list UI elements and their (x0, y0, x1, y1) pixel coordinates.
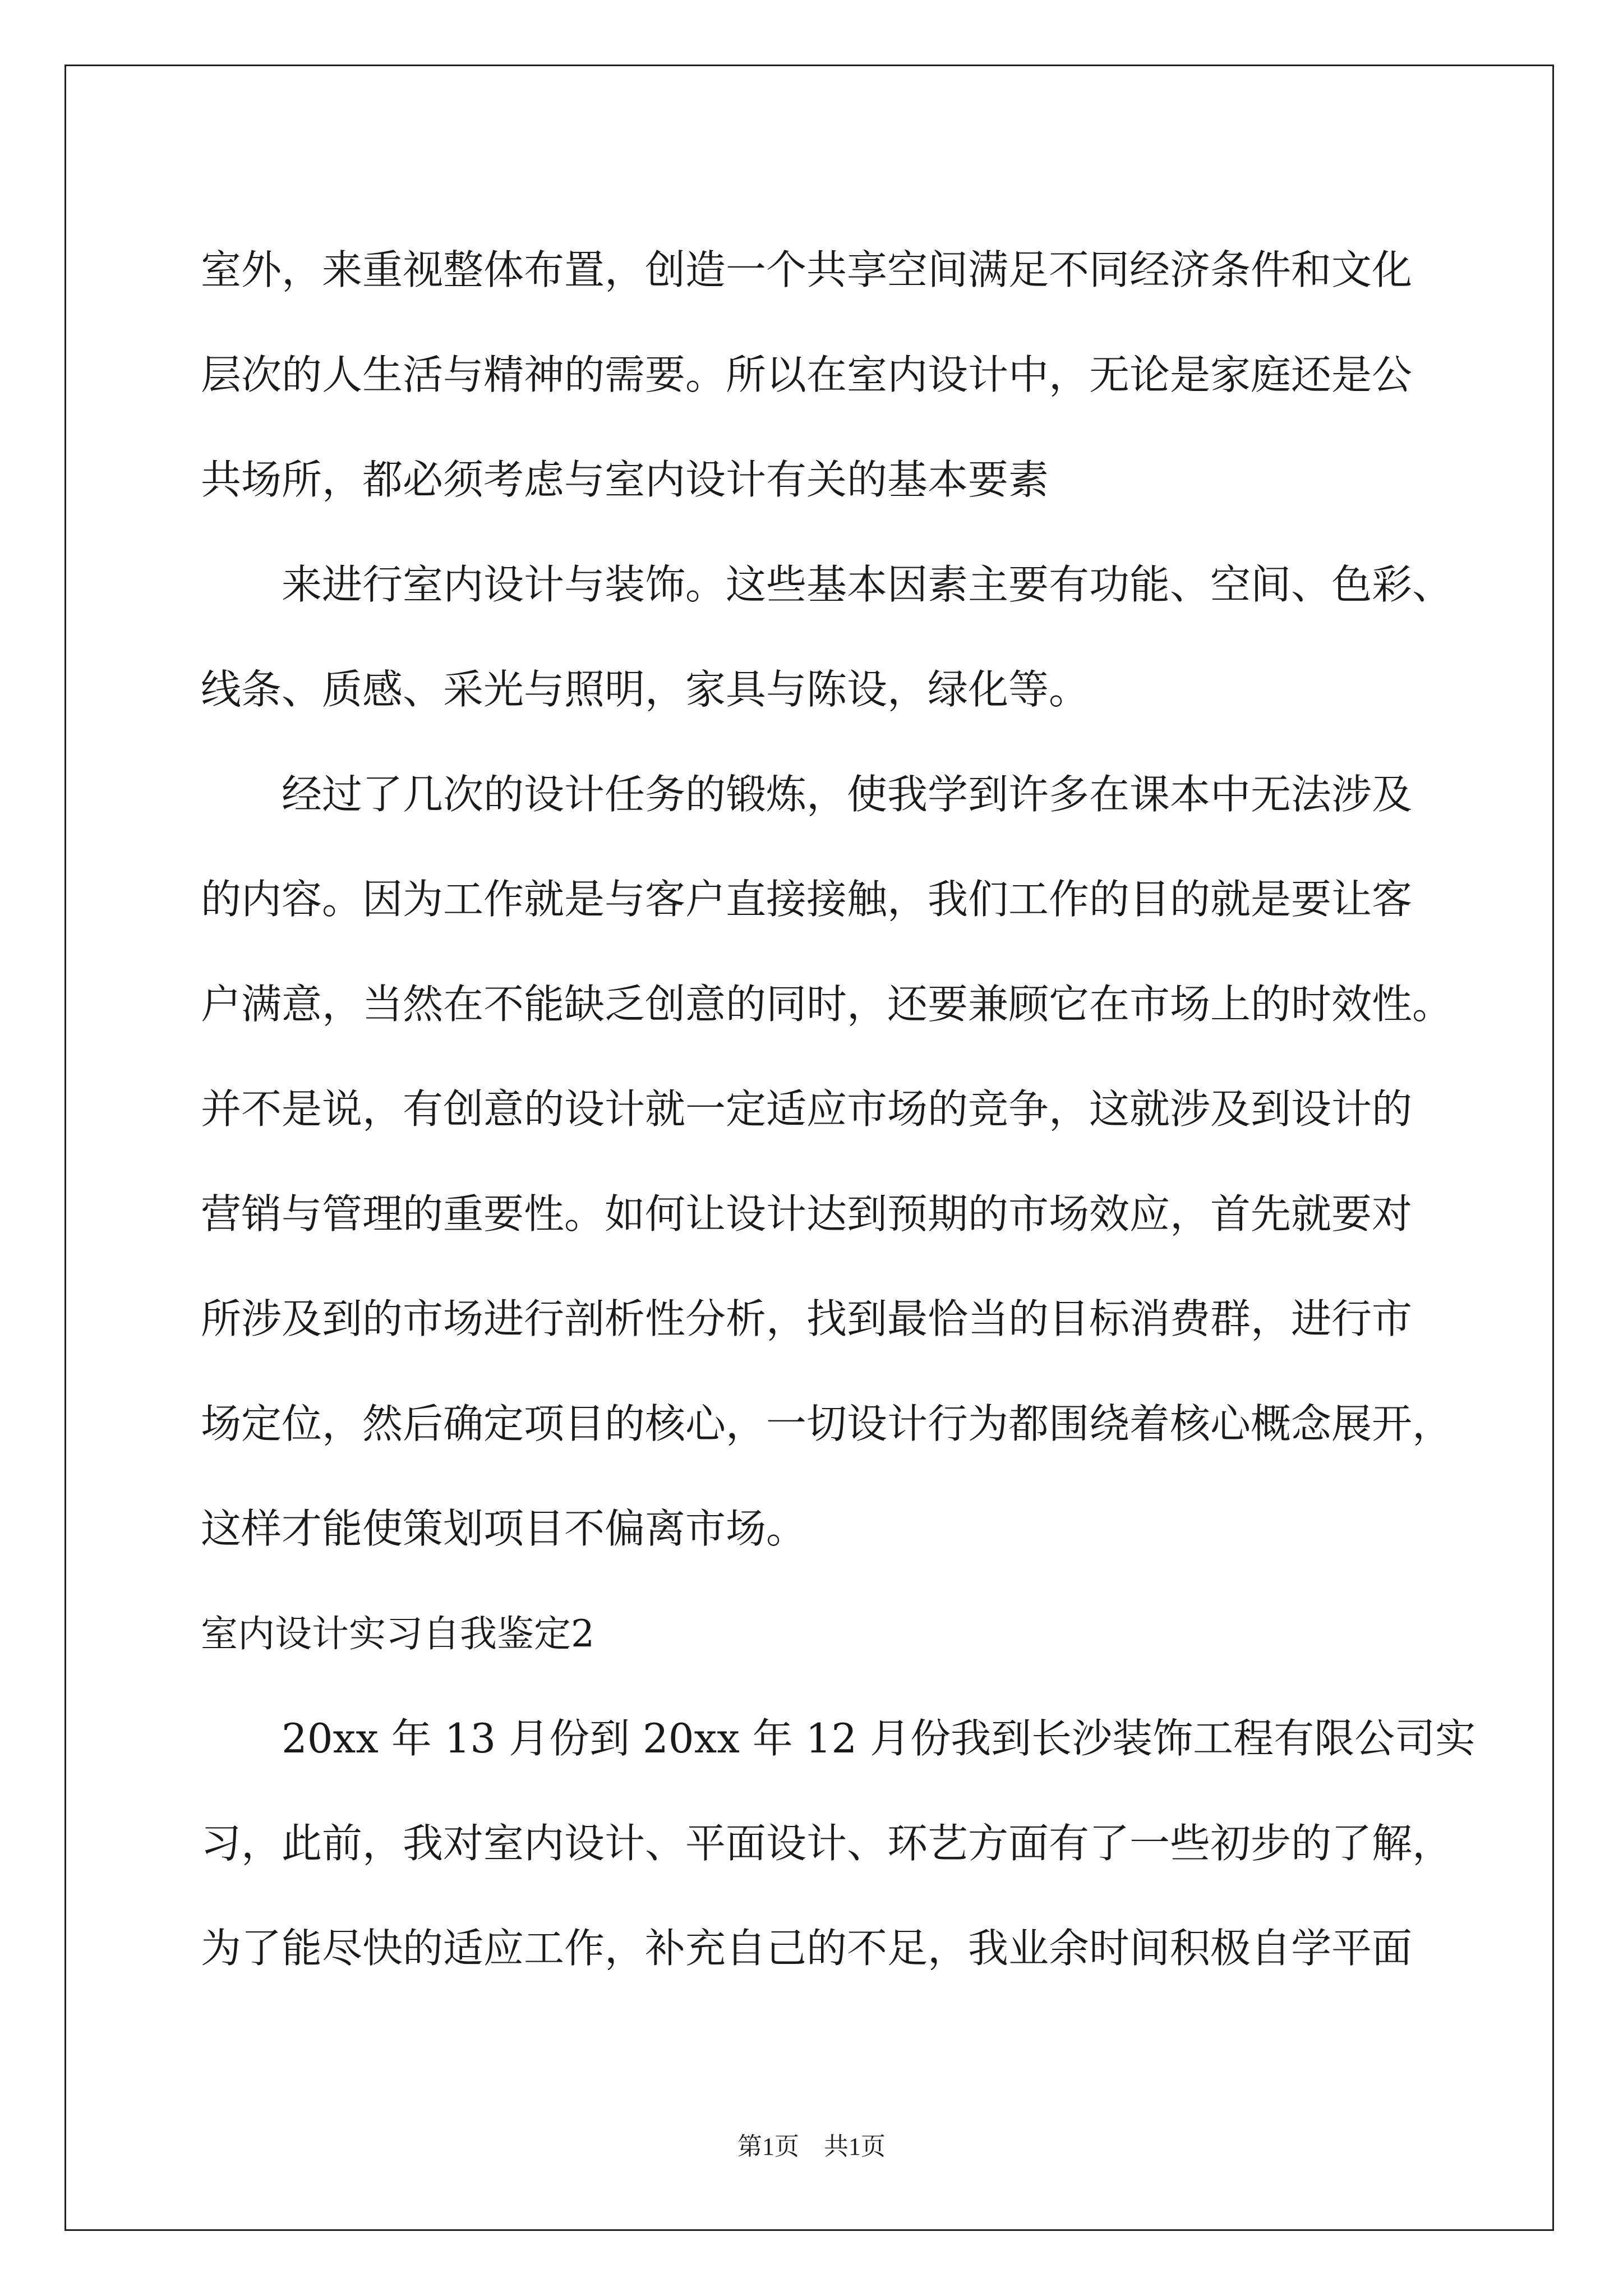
text-line: 户满意，当然在不能缺乏创意的同时，还要兼顾它在市场上的时效性。 (201, 981, 1453, 1028)
text-line: 的内容。因为工作就是与客户直接接触，我们工作的目的就是要让客 (201, 876, 1413, 923)
text-line: 20xx 年 13 月份到 20xx 年 12 月份我到长沙装饰工程有限公司实 (282, 1715, 1476, 1762)
text-line: 层次的人生活与精神的需要。所以在室内设计中，无论是家庭还是公 (201, 351, 1413, 398)
text-line: 习，此前，我对室内设计、平面设计、环艺方面有了一些初步的了解， (201, 1820, 1453, 1867)
text-line: 来进行室内设计与装饰。这些基本因素主要有功能、空间、色彩、 (282, 561, 1453, 608)
document-body (201, 218, 1476, 2001)
text-line: 所涉及到的市场进行剖析性分析，找到最恰当的目标消费群，进行市 (201, 1295, 1413, 1342)
text-line: 并不是说，有创意的设计就一定适应市场的竞争，这就涉及到设计的 (201, 1085, 1413, 1133)
text-line: 经过了几次的设计任务的锻炼，使我学到许多在课本中无法涉及 (282, 771, 1413, 818)
text-line: 室外，来重视整体布置，创造一个共享空间满足不同经济条件和文化 (201, 246, 1413, 293)
text-line: 为了能尽快的适应工作，补充自己的不足，我业余时间积极自学平面 (201, 1925, 1413, 1972)
text-line: 场定位，然后确定项目的核心，一切设计行为都围绕着核心概念展开， (201, 1400, 1453, 1447)
text-line: 营销与管理的重要性。如何让设计达到预期的市场效应，首先就要对 (201, 1190, 1413, 1237)
text-line: 这样才能使策划项目不偏离市场。 (201, 1505, 807, 1552)
page-footer: 第1页 共1页 (737, 2133, 886, 2160)
text-line: 线条、质感、采光与照明，家具与陈设，绿化等。 (201, 666, 1090, 713)
text-line: 共场所，都必须考虑与室内设计有关的基本要素 (201, 456, 1049, 503)
section-heading: 室内设计实习自我鉴定2 (201, 1612, 594, 1655)
